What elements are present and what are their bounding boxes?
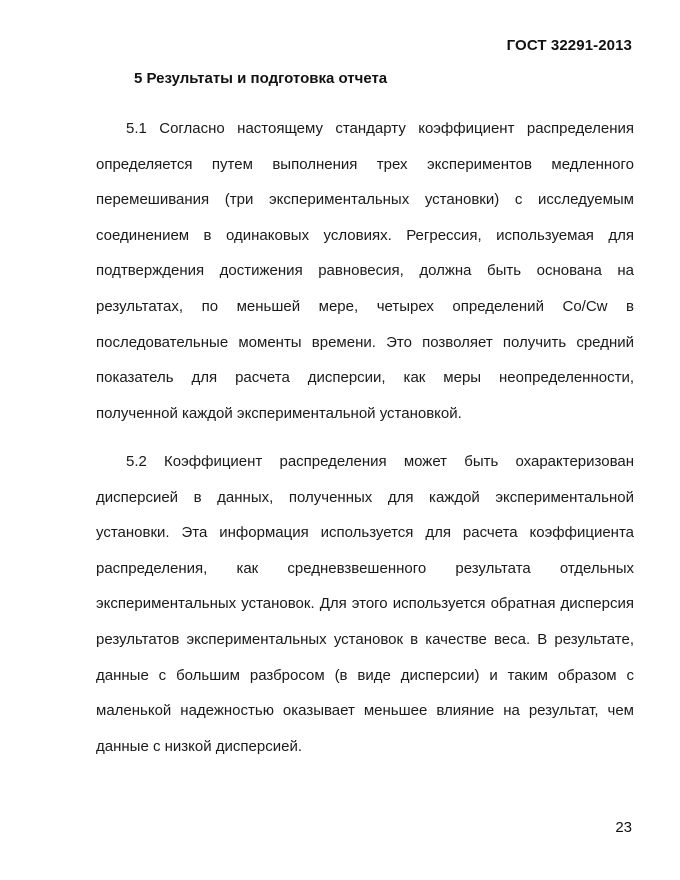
page-number: 23	[615, 819, 632, 836]
document-code: ГОСТ 32291-2013	[506, 37, 632, 54]
paragraph-5-2: 5.2 Коэффициент распределения может быть охарактеризован дисперсией в данных, полученных для каждой экспериментальной установки. Эта информация используется для расчета коэффициента распределения, как средневзвешенного результата отдельных экспериментальных установок. Для этого используется обратная дисперсия результатов экспериментальных установок в качестве веса. В результате, данные с большим разбросом (в виде дисперсии) и таким образом с маленькой надежностью оказывает меньшее влияние на результат, чем данные с низкой дисперсией.	[96, 453, 634, 755]
paragraph-5-1: 5.1 Согласно настоящему стандарту коэффициент распределения определяется путем выполнения трех экспериментов медленного перемешивания (три экспериментальных установки) с исследуемым соединением в одинаковых условиях. Регрессия, используемая для подтверждения достижения равновесия, должна быть основана на результатах, по меньшей мере, четырех определений Co/Cw в последовательные моменты времени. Это позволяет получить средний показатель для расчета дисперсии, как меры неопределенности, полученной каждой экспериментальной установкой.	[96, 120, 634, 422]
section-title: 5 Результаты и подготовка отчета	[134, 70, 388, 87]
